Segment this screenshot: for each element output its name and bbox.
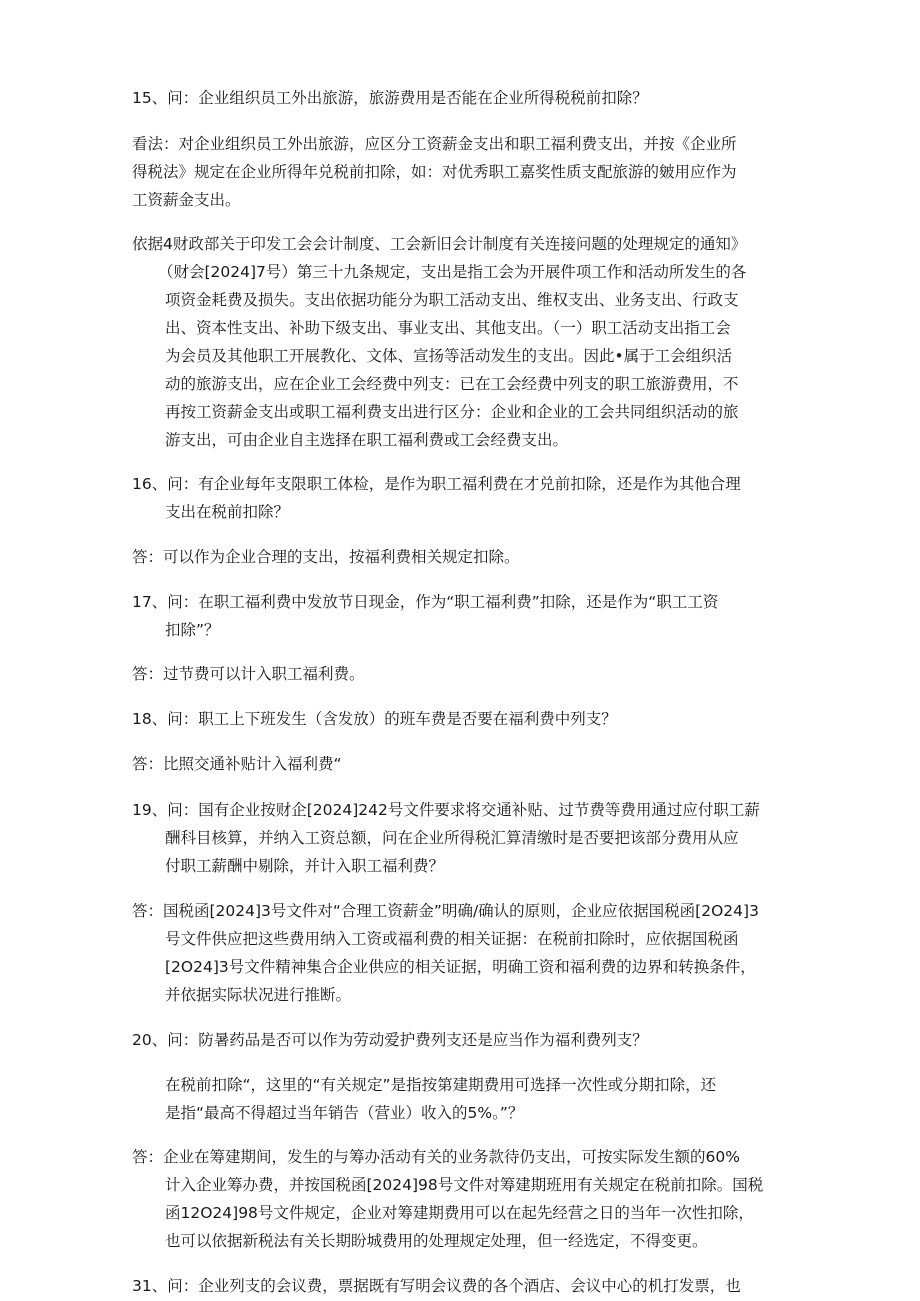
q16-answer: 答：可以作为企业合理的支出，按福利费相关规定扣除。 bbox=[132, 548, 520, 566]
q19-answer: 号文件供应把这些费用纳入工资或福利费的相关证据：在税前扣除时，应依据国税函 bbox=[165, 930, 739, 948]
q19-question: 酬科目核算，并纳入工资总额，问在企业所得税汇算清缴时是否要把该部分费用从应 bbox=[165, 829, 739, 847]
q15-answer-line: 得税法》规定在企业所得年兑税前扣除，如：对优秀职工嘉奖性质支配旅游的皴用应作为 bbox=[132, 163, 737, 181]
q15-answer-line: 工资薪金支出。 bbox=[132, 191, 241, 209]
q18-question: 18、问：职工上下班发生（含发放）的班车费是否要在福利费中列支？ bbox=[132, 710, 617, 728]
q20-question: 20、问：防暑药品是否可以作为劳动爱护费列支还是应当作为福利费列支？ bbox=[132, 1031, 648, 1049]
q31-question: 31、问：企业列支的会议费，票据既有写明会议费的各个酒店、会议中心的机打发票，也 bbox=[132, 1277, 741, 1295]
q20-followup: 在税前扣除“，这里的“有关规定”是指按第建期费用可选择一次性或分期扣除，还 bbox=[165, 1076, 717, 1094]
q20-answer: 答：企业在筹建期间，发生的与筹办活动有关的业务款待仍支出，可按实际发生额的60% bbox=[132, 1148, 740, 1166]
basis-paragraph-line: 再按工资薪金支出或职工福利费支出进行区分：企业和企业的工会共同组织活动的旅 bbox=[165, 403, 739, 421]
q20-answer: 函12O24]98号文件规定，企业对筹建期费用可以在起先经营之日的当年一次性扣除， bbox=[165, 1204, 754, 1222]
basis-paragraph-line: 依据4财政部关于印发工会会计制度、工会新旧会计制度有关连接问题的处理规定的通知》 bbox=[132, 235, 747, 253]
q15-answer-line: 看法：对企业组织员工外出旅游，应区分工资薪金支出和职工福利费支出，并按《企业所 bbox=[132, 135, 737, 153]
q19-answer: 答：国税函[2024]3号文件对“合理工资薪金”明确/确认的原则，企业应依据国税函[2O24]3 bbox=[132, 902, 759, 920]
basis-paragraph-line: 出、资本性支出、补助下级支出、事业支出、其他支出。（一）职工活动支出指工会 bbox=[165, 319, 731, 337]
q18-answer: 答：比照交通补贴计入福利费“ bbox=[132, 755, 342, 773]
q20-answer: 也可以依据新税法有关长期盼城费用的处理规定处理，但一经选定，不得变更。 bbox=[165, 1232, 708, 1250]
basis-paragraph-line: 项资金耗费及损失。支出依据功能分为职工活动支出、维权支出、业务支出、行政支 bbox=[165, 291, 739, 309]
q20-followup: 是指“最高不得超过当年销告（营业）收入的5%。”？ bbox=[165, 1104, 524, 1122]
q20-answer: 计入企业筹办费，并按国税函[2024]98号文件对筹建期班用有关规定在税前扣除。国税 bbox=[165, 1176, 764, 1194]
q19-question: 付职工薪酬中剔除，并计入职工福利费？ bbox=[165, 857, 445, 875]
basis-paragraph-line: 动的旅游支出，应在企业工会经费中列支：已在工会经费中列支的职工旅游费用，不 bbox=[165, 375, 739, 393]
basis-paragraph-line: 为会员及其他职工开展教化、文体、宣扬等活动发生的支出。因此•属于工会组织活 bbox=[165, 347, 733, 365]
q17-question: 扣除”？ bbox=[165, 621, 220, 639]
q15-question: 15、问：企业组织员工外出旅游，旅游费用是否能在企业所得税税前扣除？ bbox=[132, 89, 648, 107]
basis-paragraph-line: 游支出，可由企业自主选择在职工福利费或工会经费支出。 bbox=[165, 431, 569, 449]
q19-answer: 并依据实际状况进行推断。 bbox=[165, 986, 352, 1004]
q17-answer: 答：过节费可以计入职工福利费。 bbox=[132, 665, 365, 683]
q19-question: 19、问：国有企业按财企[2024]242号文件要求将交通补贴、过节费等费用通过应付职工薪 bbox=[132, 801, 760, 819]
q16-question: 16、问：有企业每年支限职工体检，是作为职工福利费在才兑前扣除，还是作为其他合理 bbox=[132, 475, 741, 493]
basis-paragraph-line: （财会[2024]7号）第三十九条规定，支出是指工会为开展件项工作和活动所发生的各 bbox=[158, 263, 747, 281]
q17-question: 17、问：在职工福利费中发放节日现金，作为“职工福利费”扣除，还是作为“职工工资 bbox=[132, 593, 719, 611]
q16-question: 支出在税前扣除？ bbox=[165, 503, 290, 521]
q19-answer: [2O24]3号文件精神集合企业供应的相关证据，明确工资和福利费的边界和转换条件， bbox=[165, 958, 756, 976]
